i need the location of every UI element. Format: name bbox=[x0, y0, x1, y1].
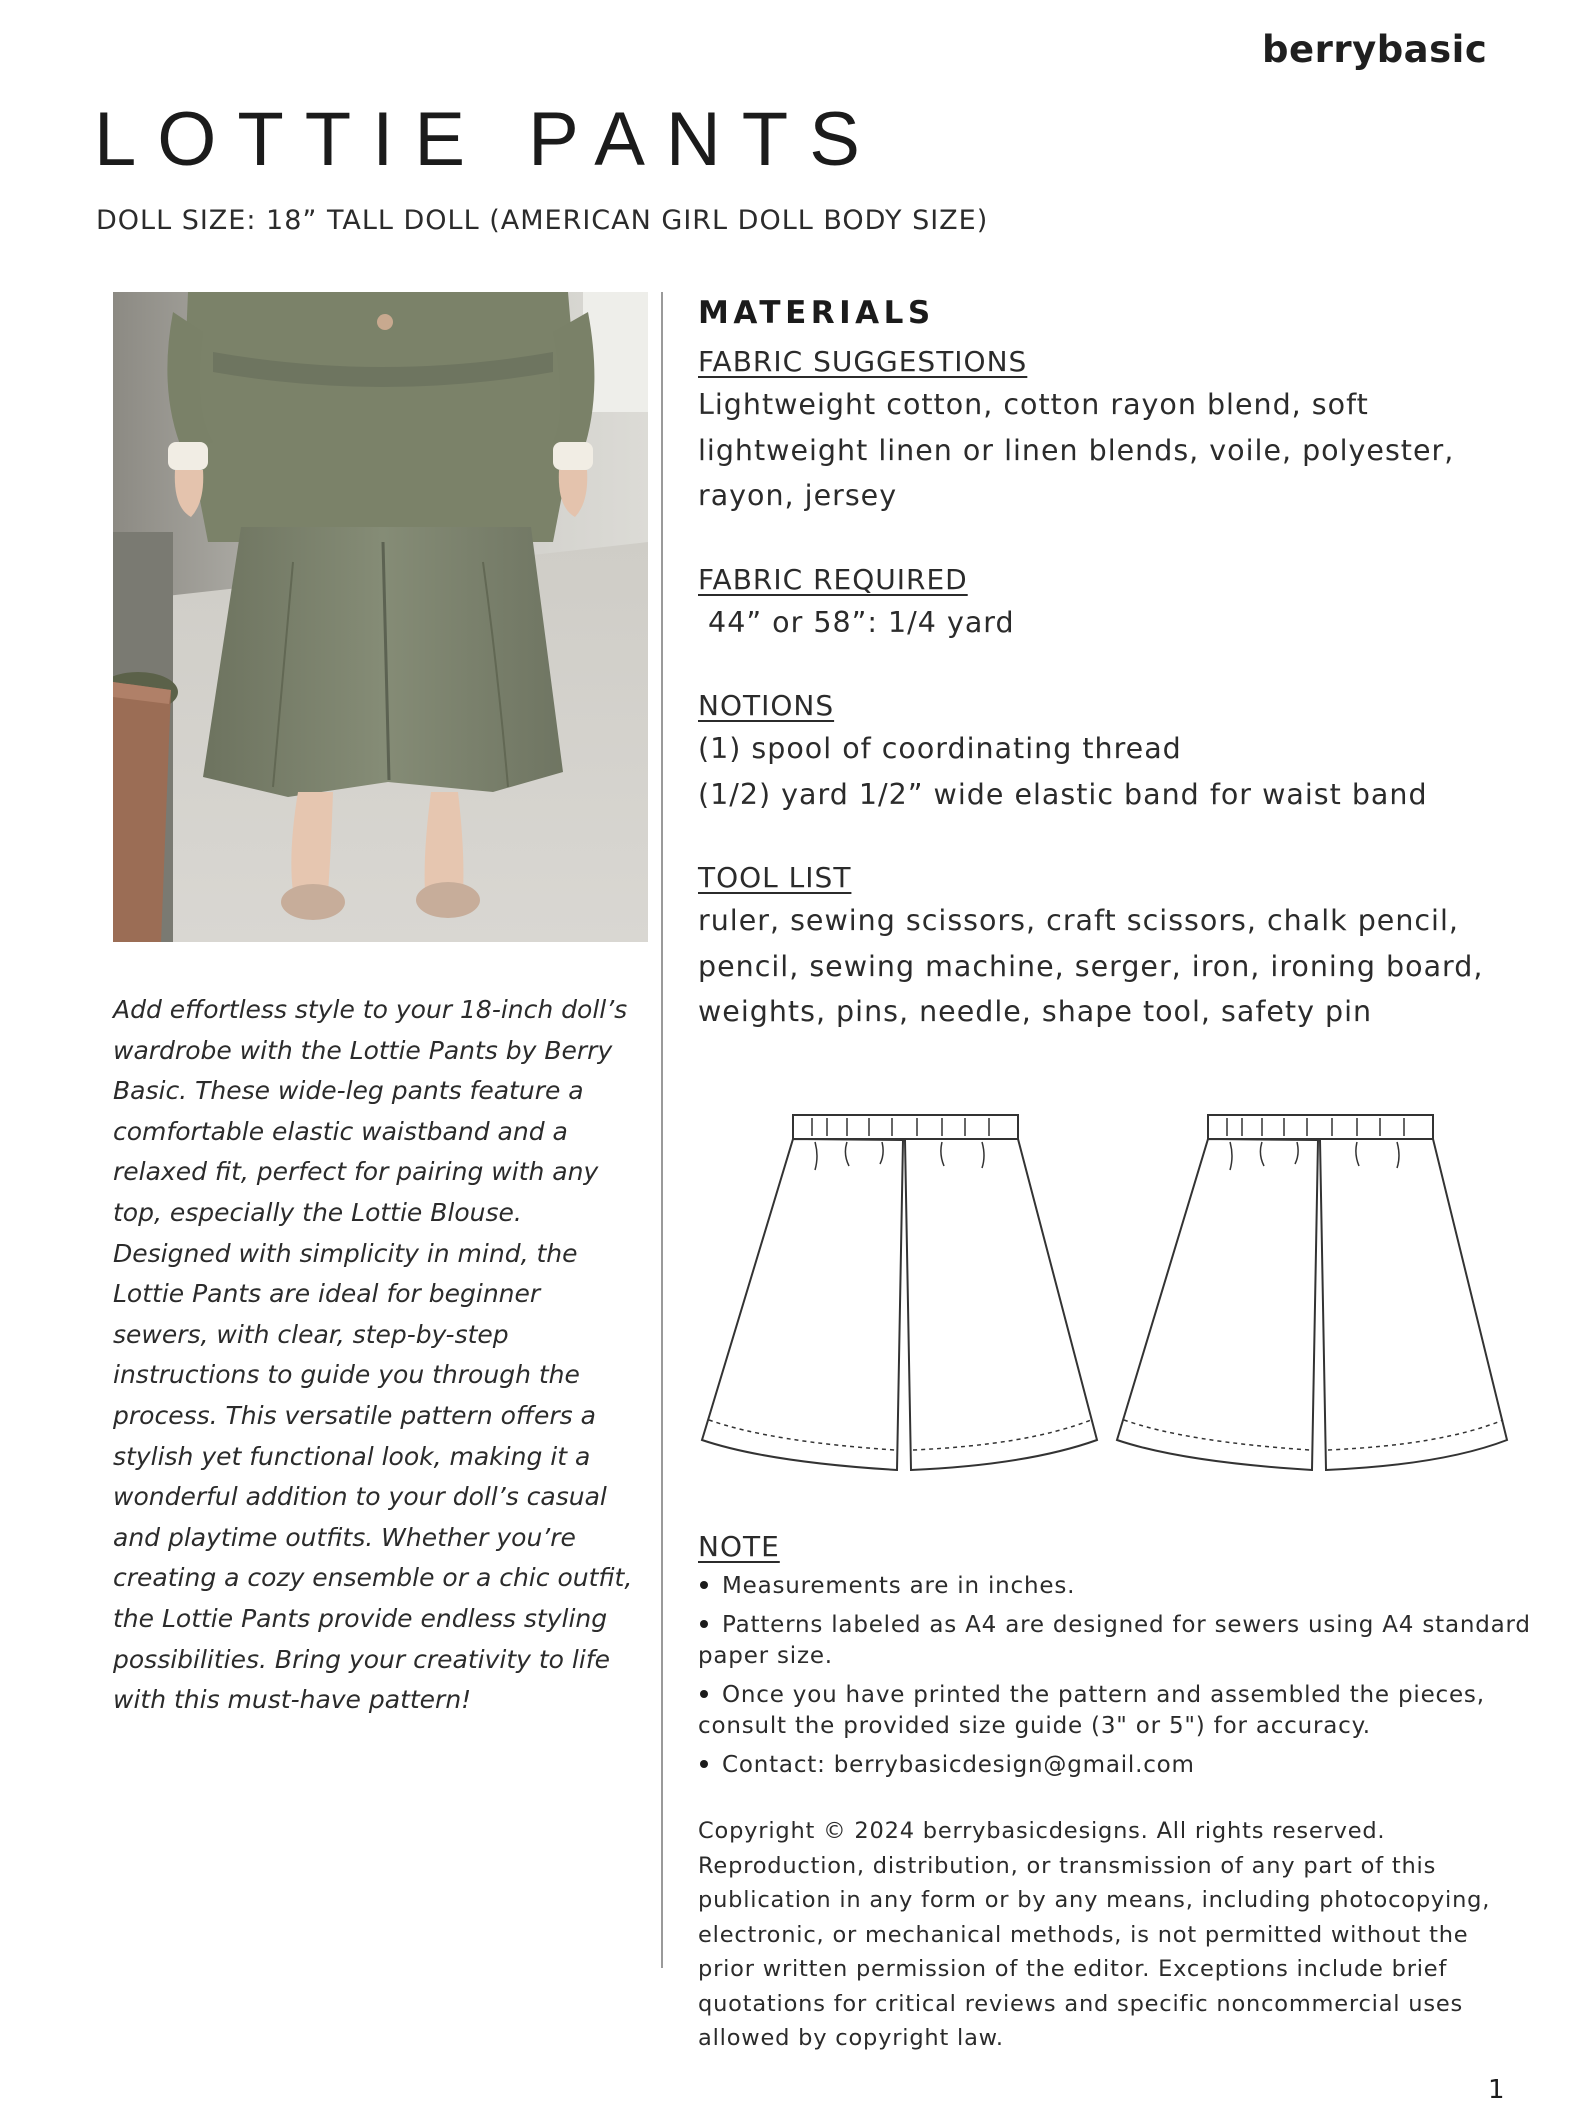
note-item-text: Once you have printed the pattern and assembled the pieces, consult the provided size guide (3" or 5") for accuracy. bbox=[698, 1681, 1485, 1739]
pants-technical-drawing bbox=[697, 1110, 1509, 1480]
page-number: 1 bbox=[1488, 2075, 1505, 2105]
note-item bbox=[698, 1750, 1558, 1782]
bullet-icon bbox=[700, 1690, 708, 1698]
note-item bbox=[698, 1571, 1558, 1603]
tool-list-line: pencil, sewing machine, serger, iron, ironing board, bbox=[698, 949, 1484, 983]
fabric-suggestions-line: lightweight linen or linen blends, voile, polyester, bbox=[698, 433, 1455, 467]
fabric-required-line: 44” or 58”: 1/4 yard bbox=[698, 605, 1015, 639]
fabric-suggestions-section bbox=[698, 345, 1538, 519]
page-title: LOTTIE PANTS bbox=[94, 97, 881, 182]
pants-back-view bbox=[1117, 1115, 1507, 1470]
fabric-suggestions-line: rayon, jersey bbox=[698, 479, 898, 512]
tool-list-heading: TOOL LIST bbox=[698, 861, 852, 894]
product-description: Add effortless style to your 18-inch doll’s wardrobe with the Lottie Pants by Berry Basic. These wide-leg pants feature a comfortable elastic waistband and a relaxed fit, perfect for pairing with any top, especially the Lottie Blouse. Designed with simplicity in mind, the Lottie Pants are ideal for beginner sewers, with clear, step-by-step instructions to guide you through the process. This versatile pattern offers a stylish yet functional look, making it a wonderful addition to your doll’s casual and playtime outfits. Whether you’re creating a cozy ensemble or a chic outfit, the Lottie Pants provide endless styling possibilities. Bring your creativity to life with this must-have pattern! bbox=[113, 995, 633, 1715]
notions-section bbox=[698, 689, 1538, 817]
materials-title: MATERIALS bbox=[698, 295, 935, 331]
notions-line: (1) spool of coordinating thread bbox=[698, 732, 1182, 765]
note-item bbox=[698, 1610, 1558, 1673]
bullet-icon bbox=[700, 1760, 708, 1768]
note-section bbox=[698, 1530, 1558, 1788]
bullet-icon bbox=[700, 1581, 708, 1589]
fabric-required-heading: FABRIC REQUIRED bbox=[698, 562, 968, 596]
doll-wearing-pants-image bbox=[113, 292, 648, 942]
fabric-required-section bbox=[698, 563, 1538, 646]
note-item-text: Contact: berrybasicdesign@gmail.com bbox=[722, 1751, 1195, 1778]
tool-list-section bbox=[698, 861, 1538, 1035]
note-list bbox=[698, 1571, 1558, 1781]
doll-size-subtitle: DOLL SIZE: 18” TALL DOLL (AMERICAN GIRL DOLL BODY SIZE) bbox=[96, 205, 989, 236]
materials-panel bbox=[698, 295, 1538, 1035]
product-photo bbox=[113, 292, 648, 942]
note-item-text: Patterns labeled as A4 are designed for sewers using A4 standard paper size. bbox=[698, 1611, 1531, 1669]
note-item-text: Measurements are in inches. bbox=[722, 1573, 1076, 1599]
fabric-suggestions-line: Lightweight cotton, cotton rayon blend, soft bbox=[698, 388, 1369, 421]
note-heading: NOTE bbox=[698, 1530, 780, 1563]
column-divider bbox=[661, 292, 663, 1968]
tool-list-line: weights, pins, needle, shape tool, safety pin bbox=[698, 995, 1373, 1028]
notions-line: (1/2) yard 1/2” wide elastic band for waist band bbox=[698, 777, 1428, 811]
tool-list-line: ruler, sewing scissors, craft scissors, chalk pencil, bbox=[698, 904, 1459, 937]
notions-heading: NOTIONS bbox=[698, 689, 835, 722]
fabric-suggestions-heading: FABRIC SUGGESTIONS bbox=[698, 345, 1028, 378]
note-item bbox=[698, 1680, 1558, 1743]
brand-logo: berrybasic bbox=[1262, 28, 1488, 71]
pants-front-view bbox=[702, 1115, 1097, 1470]
bullet-icon bbox=[700, 1620, 708, 1628]
copyright-notice: Copyright © 2024 berrybasicdesigns. All rights reserved. Reproduction, distribution, or transmission of any part of this publication in any form or by any means, including photocopying, electronic, or mechanical methods, is not permitted without the prior written permission of the editor. Exceptions include brief quotations for critical reviews and specific noncommercial uses allowed by copyright law. bbox=[698, 1818, 1491, 2051]
